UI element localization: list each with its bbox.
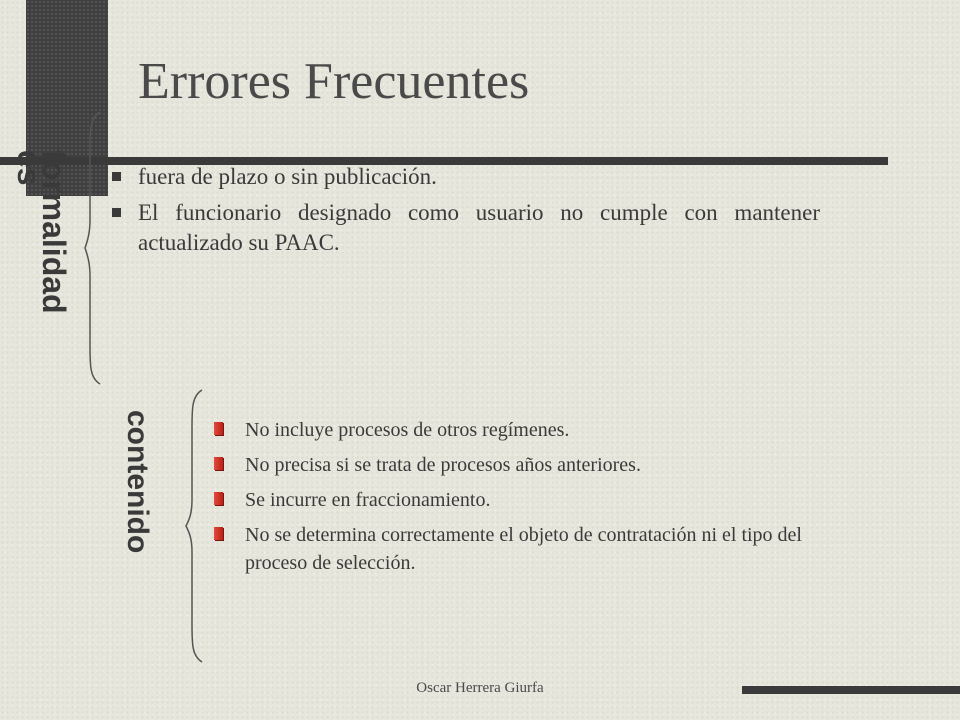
square-bullet-icon xyxy=(112,208,121,217)
red-bar-bullet-icon xyxy=(214,527,223,540)
formalidades-list xyxy=(108,162,820,264)
formalidades-brace xyxy=(84,110,104,386)
list-item xyxy=(208,521,858,577)
list-item xyxy=(208,486,858,514)
contenido-label: contenido xyxy=(121,410,154,554)
list-item-text: No se determina correctamente el objeto de contratación ni el tipo del proceso de selección. xyxy=(245,524,802,574)
slide-title: Errores Frecuentes xyxy=(138,53,530,110)
red-bar-bullet-icon xyxy=(214,422,223,435)
list-item xyxy=(108,162,820,192)
formalidades-label: formalidad es xyxy=(11,150,72,314)
list-item-text: Se incurre en fraccionamiento. xyxy=(245,489,491,511)
red-bar-bullet-icon xyxy=(214,457,223,470)
list-item-text: El funcionario designado como usuario no cumple con mantener actualizado su PAAC. xyxy=(138,200,820,255)
contenido-list xyxy=(208,416,858,584)
list-item xyxy=(208,416,858,444)
list-item-text: No incluye procesos de otros regímenes. xyxy=(245,419,570,441)
list-item xyxy=(208,451,858,479)
footer-author: Oscar Herrera Giurfa xyxy=(416,680,544,696)
list-item xyxy=(108,198,820,258)
red-bar-bullet-icon xyxy=(214,492,223,505)
square-bullet-icon xyxy=(112,172,121,181)
contenido-brace xyxy=(184,388,206,664)
list-item-text: fuera de plazo o sin publicación. xyxy=(138,164,437,189)
list-item-text: No precisa si se trata de procesos años anteriores. xyxy=(245,454,641,476)
